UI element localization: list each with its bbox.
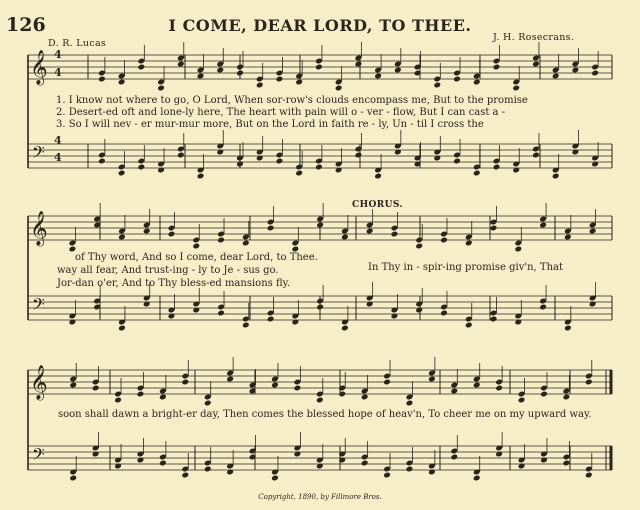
time-signature: 4 (54, 151, 62, 164)
bass-3-note (406, 466, 414, 473)
treble-1-note (216, 67, 224, 74)
bass-1-note (295, 170, 303, 177)
treble-3-note (540, 391, 548, 398)
treble-3-note (563, 394, 571, 401)
treble-1-note (295, 79, 303, 86)
treble-2-note (242, 240, 250, 247)
bass-3-note (450, 454, 458, 461)
treble-clef-icon: 𝄞 (30, 50, 48, 85)
bass-1-note (552, 173, 560, 180)
bass-1-note (197, 173, 205, 180)
treble-2-note (440, 237, 448, 244)
bass-2-note (490, 316, 498, 323)
bass-2-note (465, 322, 473, 329)
treble-1-note (236, 70, 244, 77)
treble-1-note (374, 73, 382, 80)
bass-3-note (361, 460, 369, 467)
page-number: 126 (6, 14, 46, 36)
treble-1-note (315, 64, 323, 71)
bass-clef-icon: 𝄢 (32, 142, 45, 166)
bass-1-note (473, 170, 481, 177)
treble-3-note (92, 385, 100, 392)
treble-3-note (428, 376, 436, 383)
treble-clef-icon: 𝄞 (30, 365, 48, 400)
treble-1-note (276, 76, 284, 83)
time-signature: 4 (54, 66, 62, 79)
composer-credit: J. H. Rosecrans. (493, 32, 575, 43)
treble-3-note (473, 382, 481, 389)
bass-2-note (118, 325, 126, 332)
bass-1-note (315, 164, 323, 171)
treble-1-note (394, 67, 402, 74)
treble-1-note (335, 85, 343, 92)
bass-1-note (374, 173, 382, 180)
treble-3-note (316, 397, 324, 404)
bass-1-note (177, 152, 185, 159)
treble-1-note (473, 79, 481, 86)
treble-2-note (465, 240, 473, 247)
treble-1-note (532, 61, 540, 68)
bass-1-note (453, 158, 461, 165)
treble-1-note (591, 70, 599, 77)
treble-2-note (415, 243, 423, 250)
verse-3-line-2: Jor-dan o'er, And to Thy bless-ed mansions fly. (57, 278, 291, 289)
treble-1-note (512, 85, 520, 92)
bass-2-note (316, 304, 324, 311)
treble-1-note (453, 76, 461, 83)
treble-3-note (181, 379, 189, 386)
treble-clef-icon: 𝄞 (30, 211, 48, 246)
treble-2-note (118, 234, 126, 241)
time-signature: 4 (54, 48, 62, 61)
treble-3-note (204, 400, 212, 407)
treble-2-note (217, 237, 225, 244)
bass-1-note (493, 164, 501, 171)
treble-2-note (589, 228, 597, 235)
bass-1-note (276, 158, 284, 165)
treble-2-note (366, 228, 374, 235)
lyricist-credit: D. R. Lucas (48, 38, 107, 49)
verse-2-line-1: 2. Desert-ed oft and lone-ly here, The heart with pain will o - ver - flow, But I can cast a - (56, 107, 506, 118)
treble-3-note (271, 382, 279, 389)
bass-3-note (563, 460, 571, 467)
treble-1-note (572, 67, 580, 74)
chorus-label: CHORUS. (352, 200, 403, 210)
verse-1-line-1: 1. I know not where to go, O Lord, When sor-row's clouds encompass me, But to the promise (56, 95, 528, 106)
verse-3-line-1: 3. So I will nev - er mur-mur more, But on the Lord in faith re - ly, Un - til I cross the (56, 119, 484, 130)
treble-2-note (267, 225, 275, 232)
treble-2-note (341, 234, 349, 241)
treble-3-note (450, 388, 458, 395)
bass-3-note (383, 472, 391, 479)
treble-3-note (294, 385, 302, 392)
bass-2-note (539, 304, 547, 311)
bass-3-note (271, 475, 279, 482)
treble-3-note (406, 400, 414, 407)
treble-2-note (143, 228, 151, 235)
copyright-notice: Copyright, 1890, by Fillmore Bros. (258, 493, 382, 501)
treble-2-note (168, 231, 176, 238)
treble-1-note (118, 79, 126, 86)
treble-3-note (383, 379, 391, 386)
treble-1-note (157, 85, 165, 92)
treble-2-note (192, 243, 200, 250)
time-signature: 4 (54, 134, 62, 147)
treble-3-note (518, 397, 526, 404)
bass-3-note (585, 472, 593, 479)
verse-1-line-2: of Thy word, And so I come, dear Lord, to Thee. (75, 252, 318, 263)
bass-3-note (204, 466, 212, 473)
treble-1-note (197, 73, 205, 80)
treble-1-note (256, 82, 264, 89)
treble-3-note (114, 397, 122, 404)
treble-2-note (316, 222, 324, 229)
treble-1-note (98, 76, 106, 83)
bass-2-note (267, 316, 275, 323)
treble-2-note (539, 222, 547, 229)
bass-2-note (440, 310, 448, 317)
treble-3-note (361, 394, 369, 401)
bass-clef-icon: 𝄢 (32, 444, 45, 468)
bass-2-note (564, 325, 572, 332)
treble-1-note (552, 73, 560, 80)
bass-1-note (355, 152, 363, 159)
hymn-title: I COME, DEAR LORD, TO THEE. (168, 16, 472, 35)
bass-2-note (217, 310, 225, 317)
treble-2-note (514, 246, 522, 253)
treble-1-note (493, 64, 501, 71)
treble-1-note (433, 82, 441, 89)
bass-3-note (69, 475, 77, 482)
treble-3-note (585, 379, 593, 386)
bass-clef-icon: 𝄢 (32, 294, 45, 318)
treble-2-note (490, 225, 498, 232)
treble-3-note (69, 382, 77, 389)
chorus-line-1: In Thy in - spir-ing promise giv'n, That (368, 262, 563, 273)
bass-2-note (242, 322, 250, 329)
treble-2-note (564, 234, 572, 241)
bass-3-note (181, 472, 189, 479)
bass-1-note (532, 152, 540, 159)
treble-3-note (495, 385, 503, 392)
bass-1-note (98, 158, 106, 165)
verse-2-line-2: way all fear, And trust-ing - ly to Je - sus go. (57, 265, 279, 276)
bass-2-note (341, 325, 349, 332)
treble-3-note (159, 394, 167, 401)
chorus-line-2: soon shall dawn a bright-er day, Then comes the blessed hope of heav'n, To cheer me on my upward way. (58, 409, 592, 420)
bass-1-note (118, 170, 126, 177)
bass-1-note (137, 164, 145, 171)
treble-2-note (391, 231, 399, 238)
treble-1-note (177, 61, 185, 68)
treble-3-note (137, 391, 145, 398)
bass-3-note (473, 475, 481, 482)
treble-1-note (137, 64, 145, 71)
treble-3-note (226, 376, 234, 383)
treble-1-note (355, 61, 363, 68)
bass-3-note (159, 460, 167, 467)
